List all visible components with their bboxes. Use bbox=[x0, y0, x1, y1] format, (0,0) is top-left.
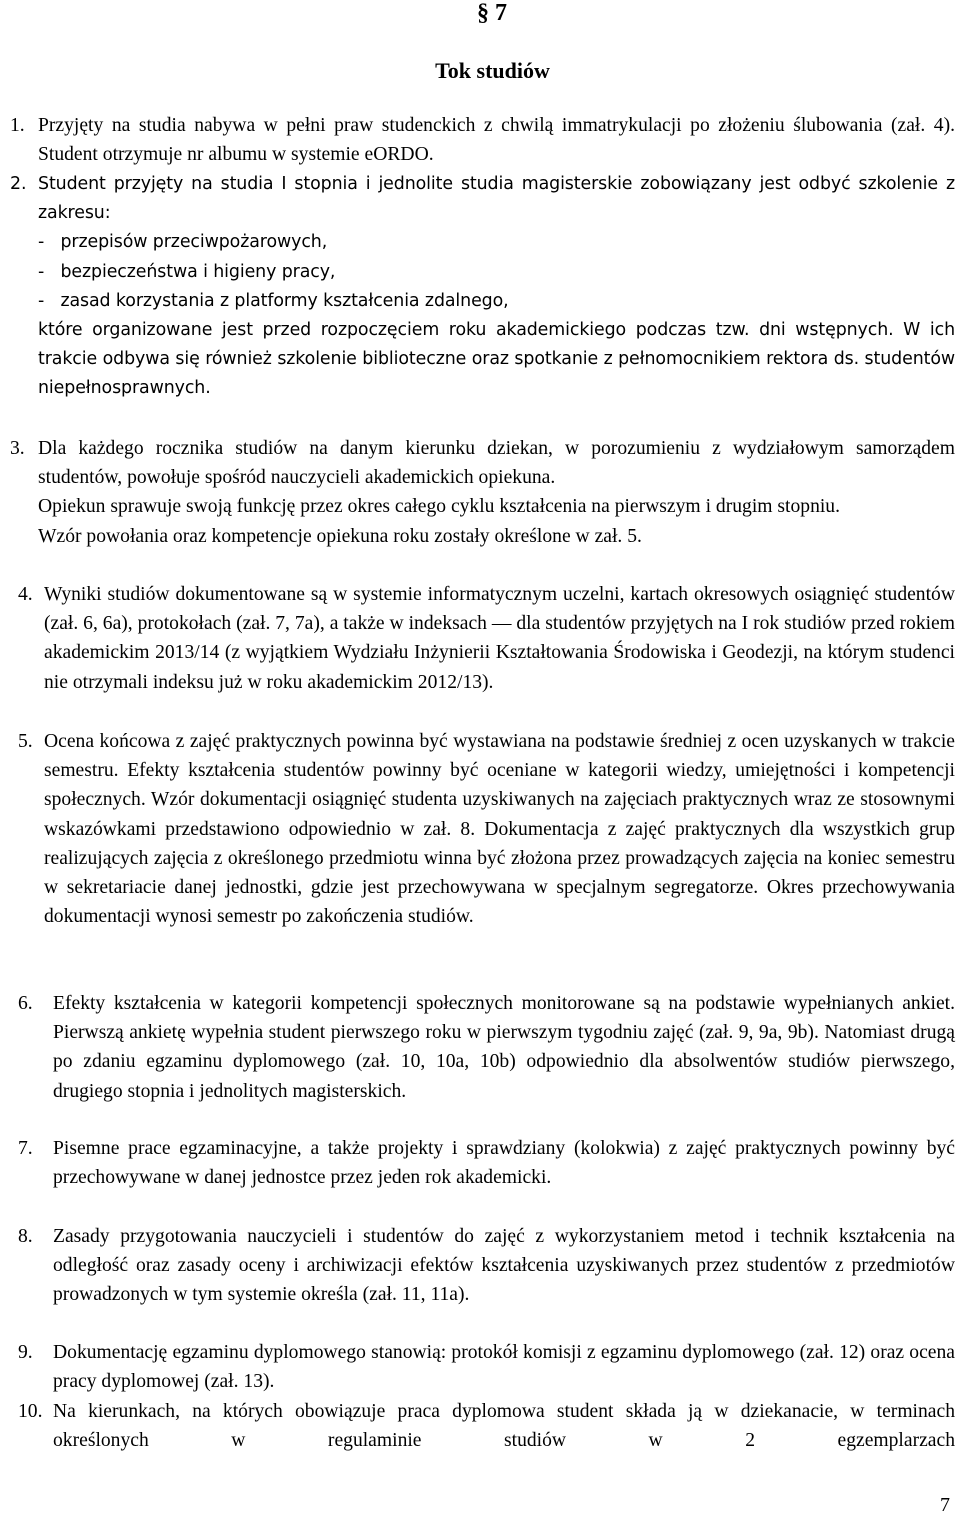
item-text-4: Wyniki studiów dokumentowane są w systemie informatycznym uczelni, kartach okresowych osiągnięć studentów (zał. 6, 6a), protokołach (zał. 7, 7a), a także w indeksach — dla studentów przyjętych na I rok studiów przed rokiem akademickim 2013/14 (z wyjątkiem Wydziału Inżynierii Kształtowania Środowiska i Geodezji, na którym studenci nie otrzymali indeksu już w roku akademickim 2012/13). bbox=[44, 584, 955, 693]
item-block-2 bbox=[38, 170, 955, 404]
item-text-10: Na kierunkach, na których obowiązuje praca dyplomowa student składa ją w dziekanacie, w terminach określonych w regulaminie studiów w 2 egzemplarzach bbox=[53, 1401, 955, 1452]
item-paragraph-3b: Opiekun sprawuje swoją funkcję przez okres całego cyklu kształcenia na pierwszym i drugim stopniu. bbox=[38, 496, 841, 518]
item-text-9: Dokumentację egzaminu dyplomowego stanowią: protokół komisji z egzaminu dyplomowego (zał. 12) oraz ocena pracy dyplomowej (zał. 13). bbox=[53, 1342, 955, 1393]
section-mark: § 7 bbox=[477, 0, 507, 26]
item-text-8: Zasady przygotowania nauczycieli i studentów do zajęć z wykorzystaniem metod i technik kształcenia na odległość oraz zasady oceny i archiwizacji efektów kształcenia uzyskiwanych przez studentów z przedmiotów prowadzonych w tym systemie określa (zał. 11, 11a). bbox=[53, 1226, 955, 1306]
list-item: - bezpieczeństwa i higieny pracy, bbox=[38, 261, 336, 282]
item-text-5: Ocena końcowa z zajęć praktycznych powinna być wystawiana na podstawie średniej z ocen uzyskanych w trakcie semestru. Efekty kształcenia studentów powinny być oceniane w kategorii wiedzy, umiejętności i kompetencji społecznych. Wzór dokumentacji osiągnięć studenta uzyskiwanych na zajęciach praktycznych wraz ze stosownymi wskazówkami przedstawiono odpowiednio w zał. 8. Dokumentacja z zajęć praktycznych dla wszystkich grup realizujących zajęcia z określonego przedmiotu winna być złożona przez prowadzących zajęcia na koniec semestru w sekretariacie danej jednostki, gdzie jest przechowywana w specjalnym segregatorze. Okres przechowywania dokumentacji wynosi semestr po zakończenia studiów. bbox=[44, 731, 955, 928]
page-title: Tok studiów bbox=[435, 58, 550, 83]
item-paragraph-3c: Wzór powołania oraz kompetencje opiekuna roku zostały określone w zał. 5. bbox=[38, 525, 642, 547]
item-text-7: Pisemne prace egzaminacyjne, a także projekty i sprawdziany (kolokwia) z zajęć praktycznych powinny być przechowywane w danej jednostce przez jeden rok akademicki. bbox=[53, 1138, 955, 1189]
item-intro-2: Student przyjęty na studia I stopnia i jednolite studia magisterskie zobowiązany jest odbyć szkolenie z zakresu: bbox=[38, 174, 955, 224]
list-item: - przepisów przeciwpożarowych, bbox=[38, 232, 328, 253]
item-number-9: 9. bbox=[18, 1342, 33, 1363]
item-number-2: 2. bbox=[10, 174, 27, 194]
item-text-1: Przyjęty na studia nabywa w pełni praw studenckich z chwilą immatrykulacji po złożeniu ślubowania (zał. 4). Student otrzymuje nr albumu w systemie eORDO. bbox=[38, 115, 955, 166]
item-number-3: 3. bbox=[10, 438, 25, 459]
item-number-1: 1. bbox=[10, 115, 25, 136]
item-number-4: 4. bbox=[18, 584, 33, 605]
item-number-5: 5. bbox=[18, 731, 33, 752]
item-block-3 bbox=[38, 434, 955, 551]
item-number-10: 10. bbox=[18, 1401, 43, 1422]
item-number-6: 6. bbox=[18, 993, 33, 1014]
item-text-6: Efekty kształcenia w kategorii kompetencji społecznych monitorowane są na podstawie wypełnianych ankiet. Pierwszą ankietę wypełnia student pierwszego roku w pierwszym tygodniu zajęć (zał. 9, 9a, 9b). Natomiast drugą po zdaniu egzaminu dyplomowego (zał. 10, 10a, 10b) odpowiednio dla absolwentów studiów pierwszego, drugiego stopnia i jednolitych magisterskich. bbox=[53, 993, 955, 1102]
item-number-8: 8. bbox=[18, 1226, 33, 1247]
page-number: 7 bbox=[940, 1494, 950, 1516]
item-text-3: Dla każdego rocznika studiów na danym kierunku dziekan, w porozumieniu z wydziałowym samorządem studentów, powołuje spośród nauczycieli akademickich opiekuna. bbox=[38, 438, 955, 489]
item-rest-2: które organizowane jest przed rozpoczęciem roku akademickiego podczas tzw. dni wstępnych. W ich trakcie odbywa się również szkolenie biblioteczne oraz spotkanie z pełnomocnikiem rektora ds. studentów niepełnosprawnych. bbox=[38, 320, 955, 399]
list-item: - zasad korzystania z platformy kształcenia zdalnego, bbox=[38, 290, 509, 311]
item-number-7: 7. bbox=[18, 1138, 33, 1159]
